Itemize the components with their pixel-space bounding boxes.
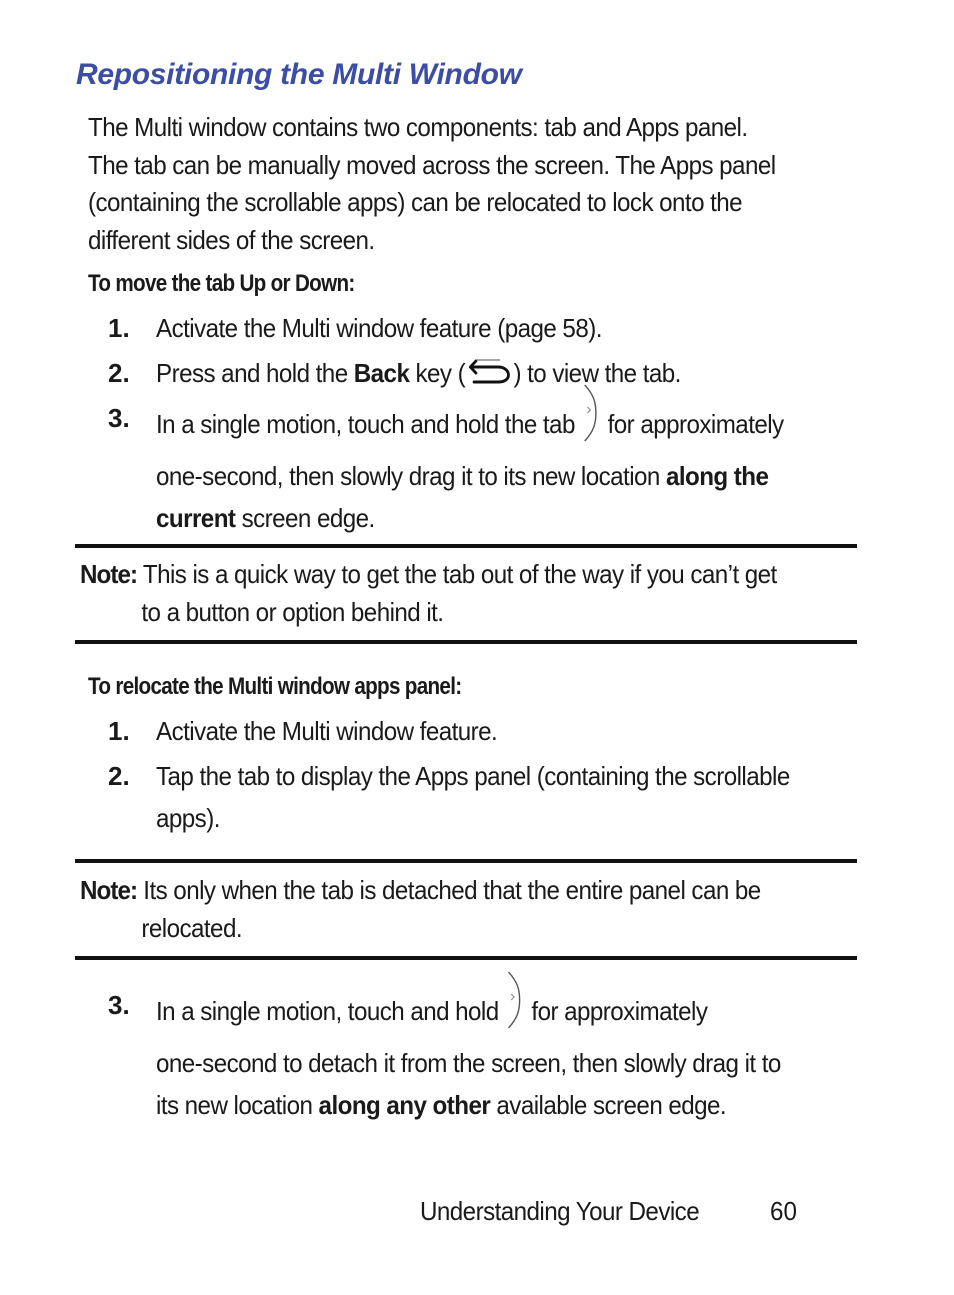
step-text-part: Press and hold the (156, 358, 354, 388)
page-number: 60 (770, 1196, 797, 1226)
step-text-part: In a single motion, touch and hold (156, 995, 505, 1026)
step-text-part: for approximately (525, 995, 708, 1026)
step-text-bold: along any other (318, 1090, 491, 1120)
step-text (156, 984, 863, 1126)
step-number: 2. (108, 761, 130, 791)
step-text-part: key ( (409, 358, 466, 388)
note-text: relocated. (141, 913, 242, 943)
step-text (156, 352, 863, 397)
step-text (156, 755, 863, 839)
back-key-icon (465, 353, 513, 397)
note-text: This is a quick way to get the tab out of the way if you can’t get (137, 559, 777, 589)
step-text-part: In a single motion, touch and hold the tab (156, 408, 581, 439)
multi-window-tab-icon (581, 383, 601, 455)
step-number: 3. (108, 990, 130, 1020)
step-text-part: its new location (156, 1090, 319, 1120)
step-number: 1. (108, 313, 130, 343)
step-text-part: apps). (156, 803, 220, 833)
note-2 (80, 871, 824, 947)
step-text-bold: current (156, 503, 236, 533)
step-text-part: available screen edge. (490, 1090, 727, 1120)
note-label: Note: (80, 875, 138, 905)
intro-line: different sides of the screen. (88, 225, 375, 256)
step-text-part: Tap the tab to display the Apps panel (containing the scrollable (156, 761, 790, 791)
step-text-part: screen edge. (235, 503, 375, 533)
note-bottom-rule (75, 956, 857, 960)
note-text: Its only when the tab is detached that the entire panel can be (137, 875, 761, 905)
step-text: Activate the Multi window feature (page 58). (156, 313, 602, 343)
intro-line: The Multi window contains two components: tab and Apps panel. (88, 112, 748, 142)
step-number: 2. (108, 358, 130, 388)
back-key-label: Back (353, 358, 410, 388)
note-1 (80, 555, 824, 631)
step-text-part: for approximately (601, 408, 784, 439)
step-text-part: one-second to detach it from the screen, then slowly drag it to (156, 1048, 781, 1078)
note-top-rule (75, 859, 857, 863)
intro-line: (containing the scrollable apps) can be relocated to lock onto the (88, 187, 743, 218)
intro-paragraph (88, 109, 879, 260)
move-tab-heading: To move the tab Up or Down: (88, 270, 355, 297)
step-text: Activate the Multi window feature. (156, 716, 498, 746)
intro-line: The tab can be manually moved across the screen. The Apps panel (88, 149, 776, 180)
step-text-bold: along the (665, 461, 769, 491)
note-label: Note: (80, 559, 138, 589)
multi-window-tab-icon (505, 970, 525, 1042)
section-title: Repositioning the Multi Window (76, 58, 522, 91)
relocate-panel-heading: To relocate the Multi window apps panel: (88, 673, 462, 700)
note-bottom-rule (75, 640, 857, 644)
note-top-rule (75, 544, 857, 548)
step-text-part: ) to view the tab. (513, 358, 681, 388)
step-number: 1. (108, 716, 130, 746)
note-text: to a button or option behind it. (141, 597, 444, 627)
step-text-part: one-second, then slowly drag it to its new location (156, 461, 666, 491)
footer-chapter: Understanding Your Device (420, 1196, 700, 1226)
step-text (156, 397, 863, 539)
step-number: 3. (108, 403, 130, 433)
